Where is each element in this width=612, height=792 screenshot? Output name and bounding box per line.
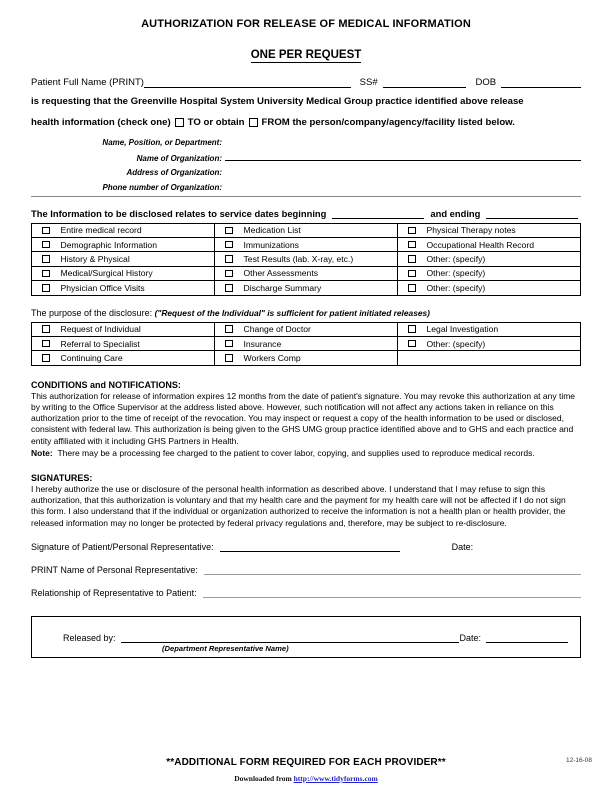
relationship-label: Relationship of Representative to Patient: — [31, 587, 197, 598]
item-label: Legal Investigation — [426, 324, 499, 335]
released-by-sublabel: (Department Representative Name) — [162, 643, 289, 653]
check-one-label: health information (check one) — [31, 116, 171, 128]
checkbox-physician-office-visits[interactable] — [42, 284, 50, 292]
org-row-phone — [31, 178, 581, 193]
disclosure-heading-ending: and ending — [430, 207, 481, 219]
disclosure-table-body — [32, 223, 581, 295]
footer-date-stamp: 12-16-08 — [565, 757, 592, 764]
table-row — [32, 223, 581, 237]
released-by-row — [63, 633, 568, 643]
table-cell[interactable] — [215, 322, 398, 336]
checkbox-continuing-care[interactable] — [42, 354, 50, 362]
conditions-heading: CONDITIONS and NOTIFICATIONS: — [31, 379, 181, 390]
item-label: Test Results (lab. X-ray, etc.) — [243, 254, 354, 265]
note-body: There may be a processing fee charged to the patient to cover labor, copying, and supplies used to reproduce medical records. — [57, 447, 535, 458]
checkbox-insurance[interactable] — [225, 340, 233, 348]
table-cell[interactable] — [398, 237, 581, 251]
downloaded-from-label: Downloaded from — [234, 774, 292, 783]
item-label: Other: (specify) — [426, 254, 486, 265]
item-label: Physician Office Visits — [60, 282, 145, 293]
note-label: Note: — [31, 447, 53, 458]
org-address-label: Address of Organization: — [126, 167, 222, 177]
item-label: Other: (specify) — [426, 268, 486, 279]
footer-note: **ADDITIONAL FORM REQUIRED FOR EACH PROVIDER** — [166, 757, 446, 768]
item-label: Other Assessments — [243, 268, 319, 279]
item-label: Physical Therapy notes — [426, 225, 516, 236]
table-cell[interactable] — [215, 266, 398, 280]
item-label: Medical/Surgical History — [60, 268, 153, 279]
table-row — [32, 252, 581, 266]
checkbox-other-specify-2[interactable] — [408, 270, 416, 278]
table-row — [32, 322, 581, 336]
item-label: Occupational Health Record — [426, 239, 534, 250]
checkbox-request-of-individual[interactable] — [42, 325, 50, 333]
table-cell[interactable] — [32, 252, 215, 266]
released-date-label: Date: — [459, 632, 481, 643]
table-cell[interactable] — [32, 322, 215, 336]
footer-download-line — [0, 774, 612, 783]
dob-label: DOB — [475, 77, 497, 88]
org-organization-name-input[interactable] — [225, 148, 581, 161]
ssn-input[interactable] — [383, 78, 467, 88]
patient-name-label: Patient Full Name (PRINT) — [31, 77, 144, 88]
checkbox-from[interactable] — [249, 118, 258, 127]
org-address-input[interactable] — [225, 163, 581, 175]
table-cell[interactable] — [215, 252, 398, 266]
table-row — [32, 281, 581, 295]
released-by-input[interactable] — [121, 633, 460, 643]
item-label: Medication List — [243, 225, 301, 236]
table-cell[interactable] — [215, 223, 398, 237]
table-row — [32, 351, 581, 365]
item-label: History & Physical — [60, 254, 130, 265]
item-label: Workers Comp — [243, 353, 301, 364]
table-cell[interactable] — [215, 281, 398, 295]
item-label: Demographic Information — [60, 239, 157, 250]
checkbox-to[interactable] — [175, 118, 184, 127]
relationship-input[interactable] — [203, 588, 581, 598]
item-label: Insurance — [243, 338, 282, 349]
disclosure-items-table — [31, 223, 581, 296]
table-row — [32, 336, 581, 350]
table-cell[interactable] — [398, 281, 581, 295]
org-organization-name-label: Name of Organization: — [136, 153, 222, 163]
print-name-label: PRINT Name of Personal Representative: — [31, 564, 198, 575]
table-cell[interactable] — [32, 237, 215, 251]
org-name-position-input[interactable] — [225, 133, 581, 145]
checkbox-other-specify-3[interactable] — [408, 284, 416, 292]
to-label: TO — [187, 116, 201, 128]
released-by-box — [31, 616, 581, 658]
page-subtitle: ONE PER REQUEST — [250, 49, 362, 61]
checkbox-demographic-information[interactable] — [42, 241, 50, 249]
disclosure-heading — [31, 208, 581, 219]
table-cell[interactable] — [32, 336, 215, 350]
checkbox-occupational-health-record[interactable] — [408, 241, 416, 249]
table-cell[interactable] — [398, 252, 581, 266]
patient-identification-row — [31, 77, 581, 88]
checkbox-test-results[interactable] — [225, 255, 233, 263]
item-label: Discharge Summary — [243, 282, 322, 293]
request-statement-line1: is requesting that the Greenville Hospital System University Medical Group practice identified above release — [31, 96, 524, 107]
org-row-name-position — [31, 133, 581, 148]
checkbox-referral-to-specialist[interactable] — [42, 340, 50, 348]
checkbox-change-of-doctor[interactable] — [225, 325, 233, 333]
conditions-body: This authorization for release of information expires 12 months from the date of patient's signature. You may revoke this authorization at any time by writing to the Office Supervisor at the address listed above. However, such notification will not affect any actions taken in reliance on this authorization prior to the time of receipt of the revocation. You may inspect or request a copy of the health information to be used or disclosed, consistent with federal law. This authorization is being given to the GHS UMG group practice identified above and to GHS and each practice and entity affiliated with it including GHS Partners in Health. — [31, 390, 576, 446]
table-cell[interactable] — [398, 336, 581, 350]
signatures-body: I hereby authorize the use or disclosure of the personal health information as described above. I understand that I may refuse to sign this authorization, that this authorization is voluntary and that my health care and the payment for my health care will not be affected if I do not sign this form. I also understand that if the individual or organization authorized to receive the information is not a health plan or health provider, the released information may no longer be protected by federal privacy regulations and, therefore, may be subject to re-disclosure. — [31, 484, 566, 528]
dob-input[interactable] — [501, 78, 581, 88]
signatures-heading: SIGNATURES: — [31, 473, 93, 484]
service-date-begin-input[interactable] — [332, 209, 424, 219]
tidyforms-link[interactable]: http://www.tidyforms.com — [293, 774, 378, 783]
purpose-table-body — [32, 322, 581, 365]
organization-fields — [31, 133, 581, 197]
patient-name-input[interactable] — [144, 78, 351, 88]
item-label: Other: (specify) — [426, 338, 486, 349]
signature-label: Signature of Patient/Personal Representative: — [31, 541, 214, 552]
org-row-organization-name — [31, 148, 581, 163]
table-row — [32, 237, 581, 251]
purpose-heading-note: ("Request of the Individual" is sufficient for patient initiated releases) — [154, 307, 430, 318]
table-cell[interactable] — [32, 266, 215, 280]
table-cell[interactable] — [215, 237, 398, 251]
checkbox-history-and-physical[interactable] — [42, 255, 50, 263]
print-name-input[interactable] — [204, 565, 581, 575]
signature-date-label: Date: — [451, 541, 474, 552]
checkbox-discharge-summary[interactable] — [225, 284, 233, 292]
or-obtain-label: or obtain — [203, 116, 245, 128]
checkbox-physical-therapy-notes[interactable] — [408, 227, 416, 235]
table-cell[interactable] — [215, 336, 398, 350]
checkbox-medication-list[interactable] — [225, 227, 233, 235]
form-content — [31, 0, 581, 658]
table-cell[interactable] — [215, 351, 398, 365]
item-label: Continuing Care — [60, 353, 123, 364]
item-label: Other: (specify) — [426, 282, 486, 293]
from-label: FROM the person/company/agency/facility listed below. — [261, 116, 515, 128]
checkbox-immunizations[interactable] — [225, 241, 233, 249]
checkbox-medical-surgical-history[interactable] — [42, 270, 50, 278]
table-cell[interactable] — [398, 266, 581, 280]
ssn-label: SS# — [359, 77, 378, 88]
organization-section-divider — [31, 196, 581, 197]
item-label: Entire medical record — [60, 225, 142, 236]
checkbox-legal-investigation[interactable] — [408, 325, 416, 333]
relationship-row — [31, 588, 581, 598]
org-name-position-label: Name, Position, or Department: — [102, 137, 222, 147]
table-cell[interactable] — [32, 351, 215, 365]
purpose-heading — [31, 308, 581, 318]
item-label: Referral to Specialist — [60, 338, 140, 349]
purpose-items-table — [31, 322, 581, 366]
item-label: Request of Individual — [60, 324, 141, 335]
page-title: AUTHORIZATION FOR RELEASE OF MEDICAL INFORMATION — [141, 18, 471, 30]
item-label: Change of Doctor — [243, 324, 311, 335]
released-by-label: Released by: — [63, 632, 116, 643]
item-label: Immunizations — [243, 239, 299, 250]
table-cell[interactable] — [32, 223, 215, 237]
org-phone-label: Phone number of Organization: — [102, 182, 222, 192]
checkbox-other-specify-1[interactable] — [408, 255, 416, 263]
signature-row — [31, 542, 581, 552]
checkbox-workers-comp[interactable] — [225, 354, 233, 362]
disclosure-heading-text: The Information to be disclosed relates to service dates beginning — [31, 207, 327, 219]
checkbox-entire-medical-record[interactable] — [42, 227, 50, 235]
table-row — [32, 266, 581, 280]
request-statement-line2 — [31, 117, 581, 128]
table-cell-empty — [398, 351, 581, 365]
table-cell[interactable] — [398, 322, 581, 336]
signature-input[interactable] — [220, 542, 400, 552]
checkbox-purpose-other-specify[interactable] — [408, 340, 416, 348]
table-cell[interactable] — [32, 281, 215, 295]
checkbox-other-assessments[interactable] — [225, 270, 233, 278]
conditions-note — [31, 448, 581, 459]
table-cell[interactable] — [398, 223, 581, 237]
purpose-heading-text: The purpose of the disclosure: — [31, 307, 153, 318]
org-row-address — [31, 163, 581, 178]
service-date-end-input[interactable] — [486, 209, 578, 219]
org-phone-input[interactable] — [225, 178, 581, 190]
released-date-input[interactable] — [486, 633, 568, 643]
print-name-row — [31, 565, 581, 575]
